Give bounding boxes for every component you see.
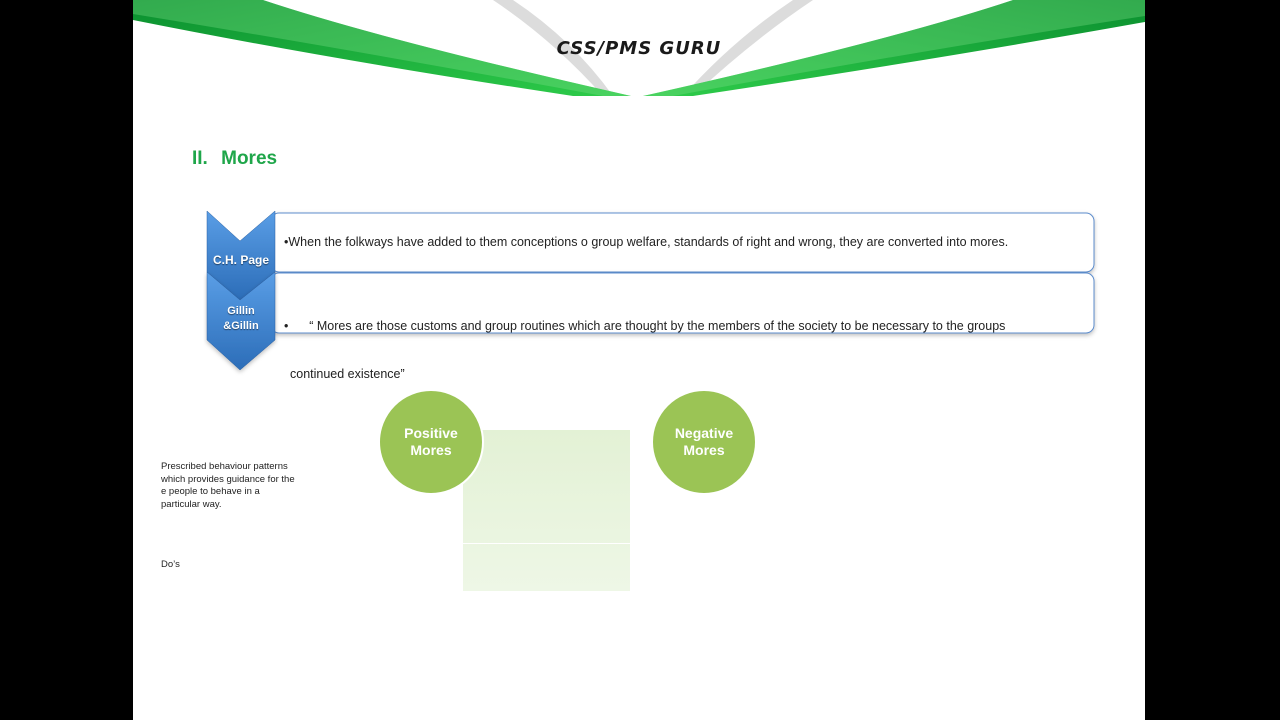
- definition-text-gillin-line1: • “ Mores are those customs and group routines which are thought by the members of the society to be necessary to the groups: [284, 319, 1006, 333]
- definition-text-gillin-line2: continued existence”: [290, 367, 405, 381]
- negative-mores-label-line2: Mores: [683, 442, 725, 458]
- detail-divider: [463, 543, 630, 544]
- chevron-label-gillin-line1: Gillin: [227, 305, 255, 317]
- definition-text-page: •When the folkways have added to them conceptions o group welfare, standards of right and wrong, they are converted into mores.: [284, 235, 1009, 249]
- chevron-label-gillin: [207, 304, 275, 334]
- positive-mores-label-line1: Positive: [404, 425, 458, 441]
- section-title: Mores: [221, 148, 278, 169]
- positive-mores-sub: Do’s: [161, 559, 180, 570]
- slide: [133, 0, 1145, 720]
- positive-mores-detail-box: [463, 430, 630, 591]
- positive-mores-description: Prescribed behaviour patterns which provides guidance for the e people to behave in a particular way.: [161, 461, 295, 510]
- brand-title: CSS/PMS GURU: [556, 38, 722, 59]
- chevron-label-page: C.H. Page: [212, 253, 269, 267]
- negative-mores-circle: [651, 389, 757, 495]
- section-number: II.: [192, 148, 208, 169]
- chevron-label-gillin-line2: &Gillin: [223, 320, 259, 332]
- positive-mores-circle: [378, 389, 484, 495]
- positive-mores-label-line2: Mores: [410, 442, 452, 458]
- negative-mores-label-line1: Negative: [674, 425, 734, 441]
